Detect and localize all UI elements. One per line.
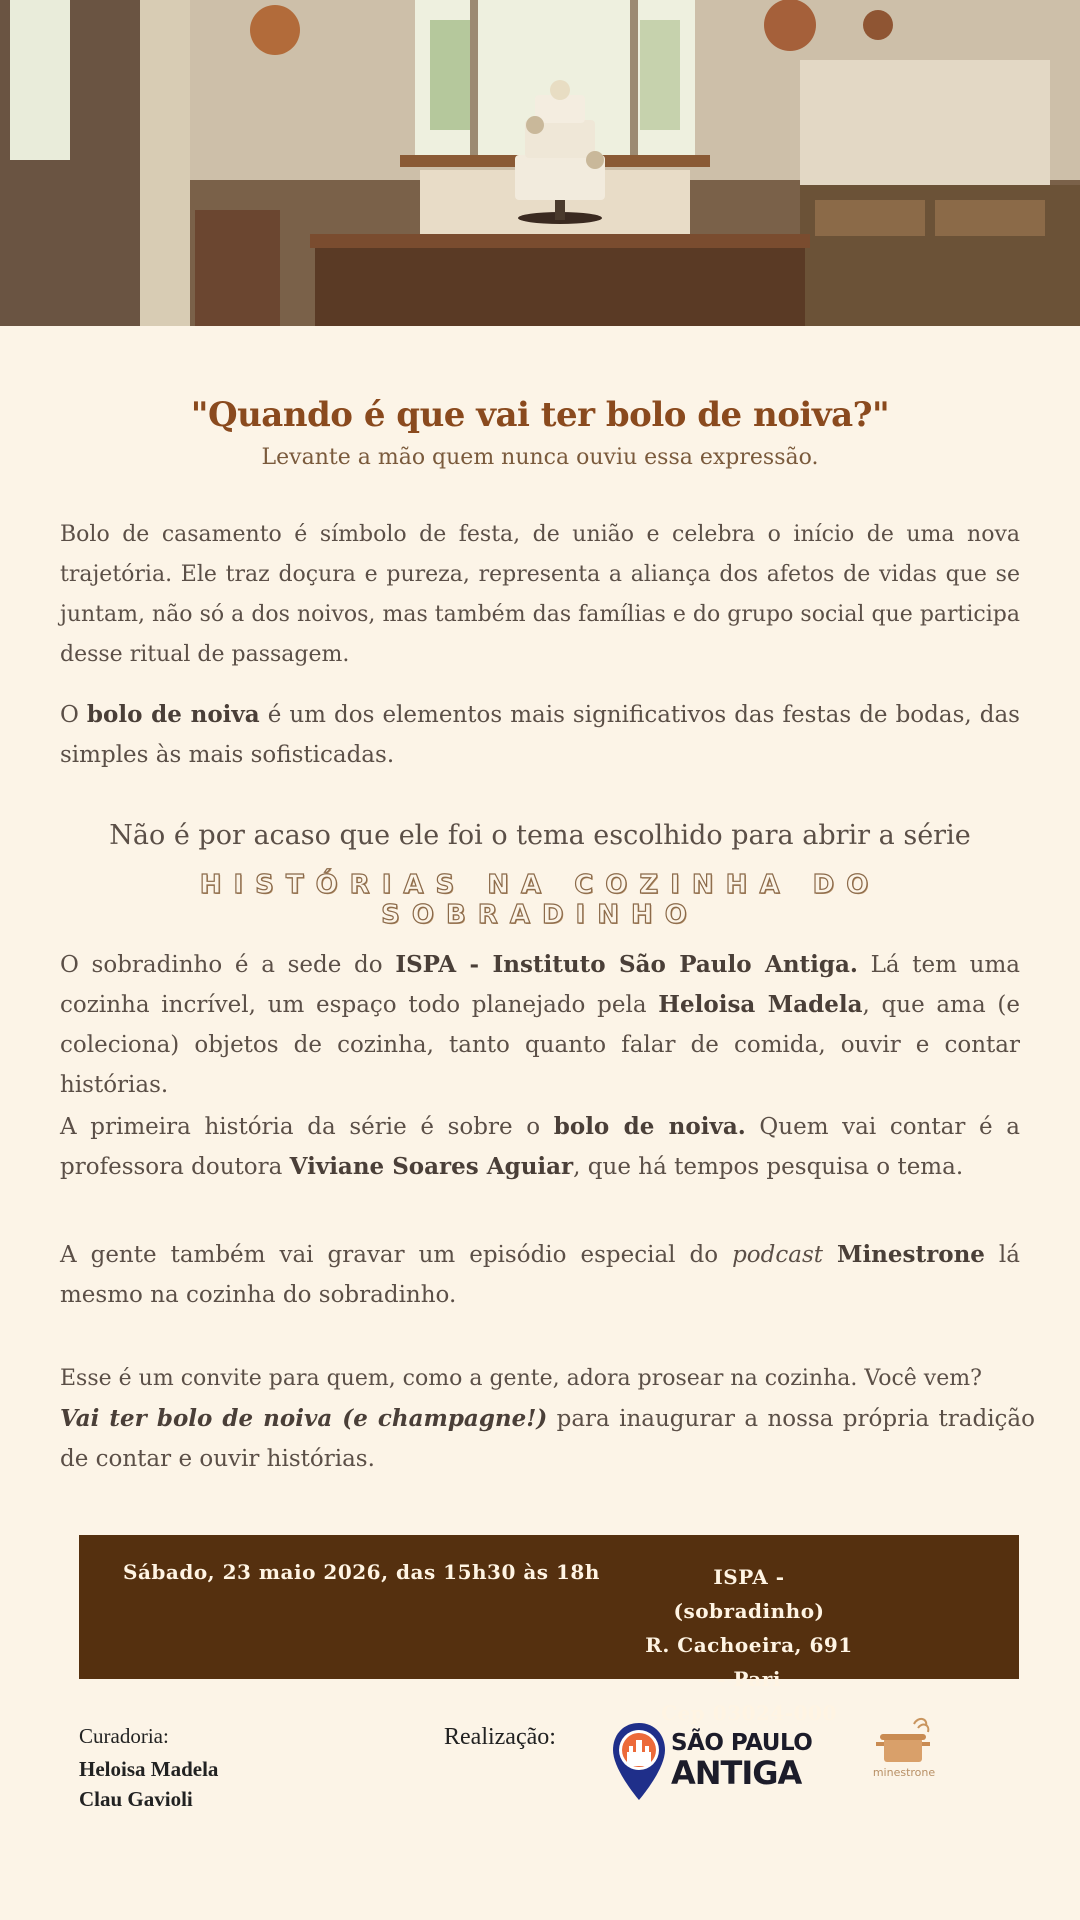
- hero-image: [0, 0, 1080, 326]
- minestrone-logo: [864, 1714, 944, 1784]
- footer: [79, 1724, 1019, 1824]
- event-place: ISPA - (sobradinho): [673, 1565, 825, 1623]
- minestrone-logo-text: minestrone: [872, 1766, 936, 1779]
- paragraph-3: O sobradinho é a sede do ISPA - Instituto São Paulo Antiga. Lá tem uma cozinha incrível, um espaço todo planejado pela Heloisa Madela, que ama (e coleciona) objetos de cozinha, tanto quanto falar de comida, ouvir e contar histórias.: [60, 951, 1020, 1098]
- paragraph-6: Esse é um convite para quem, como a gente, adora prosear na cozinha. Você vem? Vai ter bolo de noiva (e champagne!) para inaugurar a nossa própria tradição de contar e ouvir histórias.: [60, 1366, 1035, 1472]
- curator-name: Heloisa Madela: [79, 1757, 219, 1781]
- sao-paulo-antiga-logo: [609, 1718, 819, 1808]
- series-intro: Não é por acaso que ele foi o tema escolhido para abrir a série: [109, 820, 971, 851]
- paragraph-2: O bolo de noiva é um dos elementos mais significativos das festas de bodas, das simples às mais sofisticadas.: [60, 701, 1020, 768]
- invitation-content: [60, 395, 1035, 1472]
- kitchen-cake-illustration: [0, 0, 1080, 326]
- paragraph-4: A primeira história da série é sobre o bolo de noiva. Quem vai contar é a professora doutora Viviane Soares Aguiar, que há tempos pesquisa o tema.: [60, 1113, 1020, 1180]
- realizacao-label: Realização:: [444, 1724, 556, 1750]
- subheadline: Levante a mão quem nunca ouviu essa expressão.: [261, 445, 819, 470]
- curator-name: Clau Gavioli: [79, 1787, 193, 1811]
- map-pin-icon: [609, 1718, 669, 1808]
- event-address: R. Cachoeira, 691 - Pari: [645, 1633, 853, 1691]
- logo-text-line1: SÃO PAULO: [671, 1730, 813, 1756]
- event-details-banner: [79, 1535, 1019, 1725]
- headline: "Quando é que vai ter bolo de noiva?": [190, 395, 890, 435]
- paragraph-1: Bolo de casamento é símbolo de festa, de união e celebra o início de uma nova trajetória. Ele traz doçura e pureza, representa a aliança dos afetos de vidas que se juntam, não só a dos noivos, mas também das famílias e do grupo social que participa desse ritual de passagem.: [60, 522, 1020, 667]
- event-location: [639, 1560, 859, 1730]
- soup-pot-icon: [874, 1714, 934, 1766]
- event-cep: Cep 03024-000: [661, 1701, 837, 1725]
- logo-text-line2: ANTIGA: [671, 1754, 802, 1792]
- series-name: HISTÓRIAS NA COZINHA DO SOBRADINHO: [199, 870, 881, 930]
- curators-list: [79, 1754, 218, 1814]
- event-datetime: Sábado, 23 maio 2026, das 15h30 às 18h: [123, 1560, 600, 1584]
- paragraph-5: A gente também vai gravar um episódio especial do podcast Minestrone lá mesmo na cozinha do sobradinho.: [60, 1241, 1020, 1308]
- curadoria-label: Curadoria:: [79, 1724, 169, 1748]
